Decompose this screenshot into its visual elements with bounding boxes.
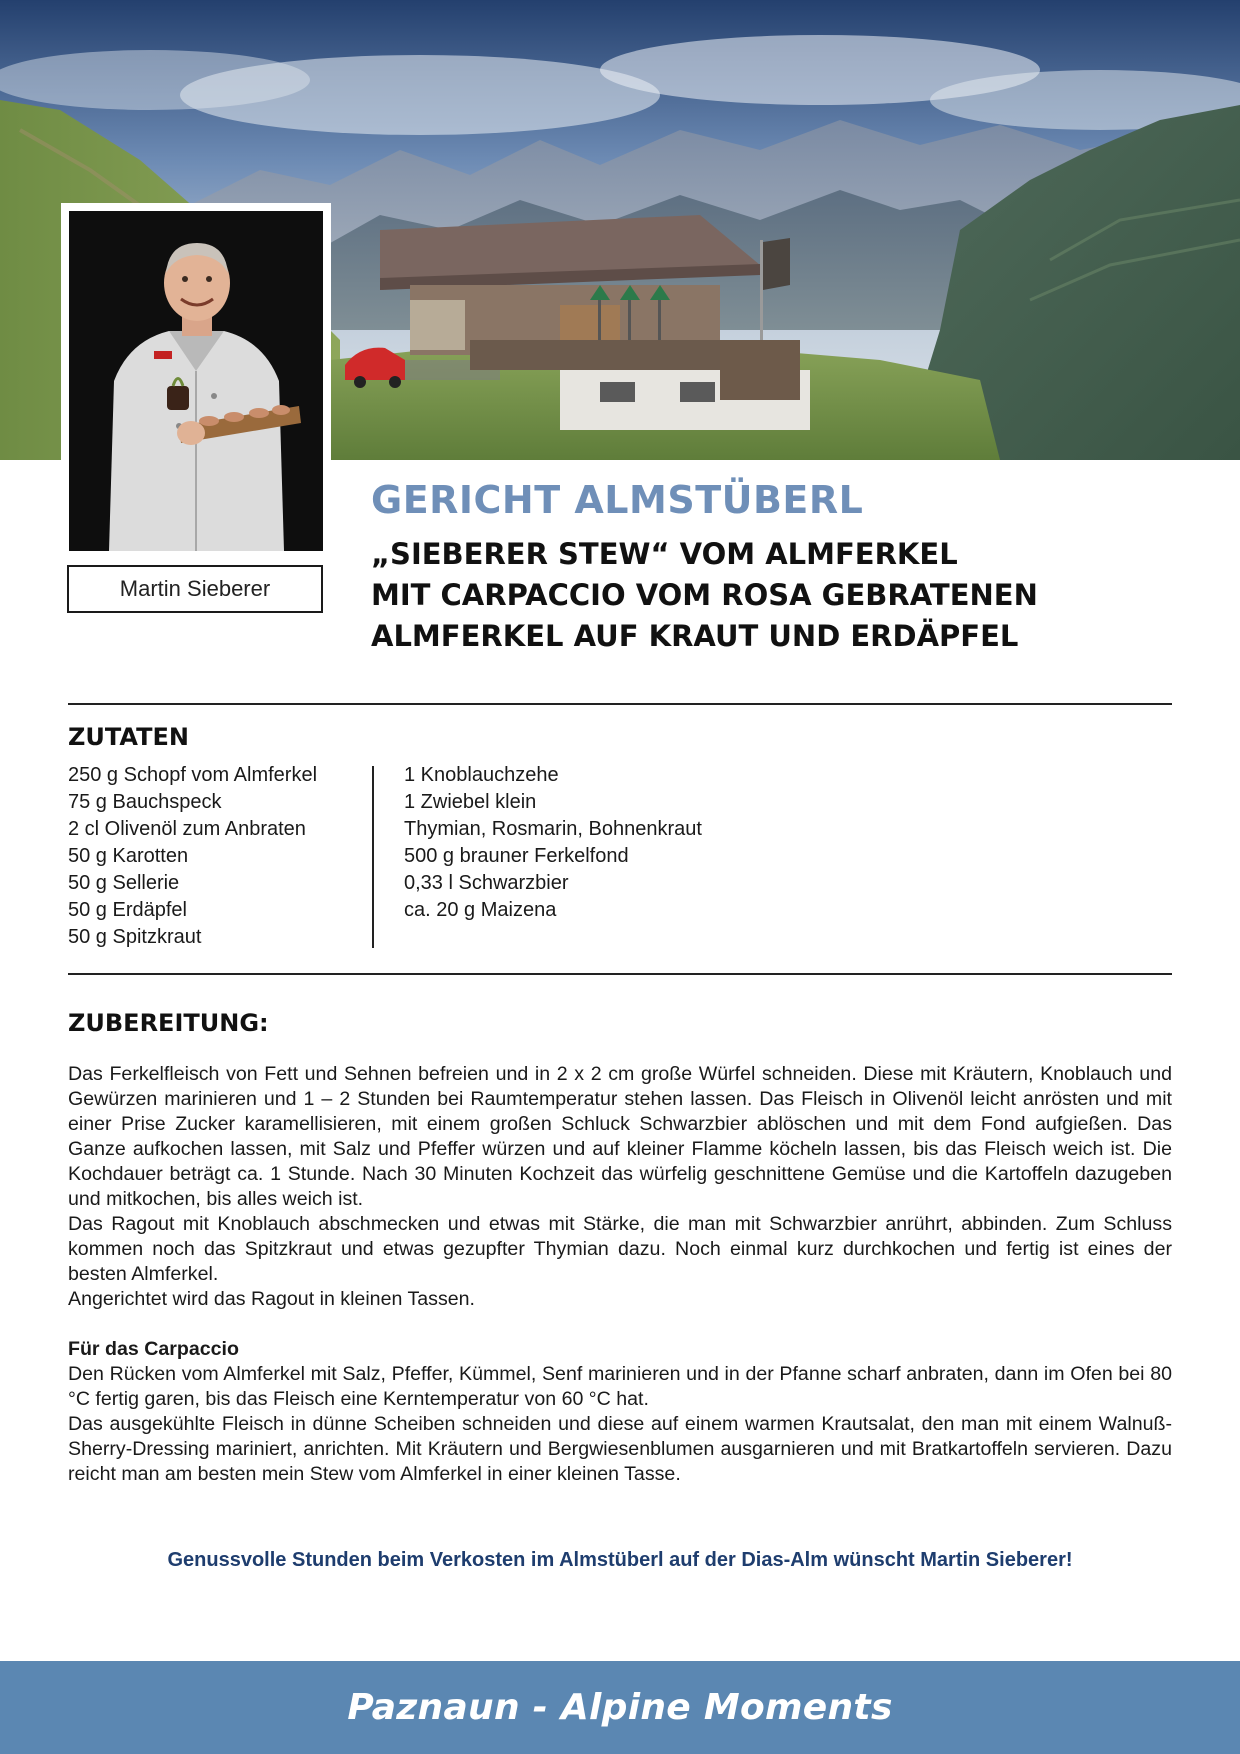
ingredients-column-divider bbox=[372, 766, 374, 948]
preparation-paragraph: Das ausgekühlte Fleisch in dünne Scheiben schneiden und diese auf einem warmen Krautsalat, den man mit einem Walnuß-Sherry-Dressing mariniert, anrichten. Mit Kräutern und Bergwiesenblumen ausgarnieren und mit Bratkartoffeln servieren. Dazu reicht man am besten mein Stew vom Almferkel in einer kleinen Tasse. bbox=[68, 1413, 1172, 1485]
ingredient-item: 1 Zwiebel klein bbox=[404, 791, 537, 813]
ingredient-item: 50 g Spitzkraut bbox=[68, 926, 202, 948]
preparation-paragraph: Das Ragout mit Knoblauch abschmecken und etwas mit Stärke, die man mit Schwarzbier anrührt, abbinden. Zum Schluss kommen noch das Spitzkraut und etwas gezupfter Thymian dazu. Noch einmal kurz durchkochen und fertig ist eines der besten Almferkel. bbox=[68, 1213, 1172, 1285]
ingredient-item: 0,33 l Schwarzbier bbox=[404, 872, 569, 894]
title-block bbox=[371, 478, 1201, 657]
ingredient-item: ca. 20 g Maizena bbox=[404, 899, 557, 921]
ingredients-list-left bbox=[68, 762, 368, 951]
paragraph-spacer bbox=[68, 1312, 1172, 1337]
dish-name-line: „SIEBERER STEW“ VOM ALMFERKEL bbox=[371, 536, 958, 571]
ingredient-item: Thymian, Rosmarin, Bohnenkraut bbox=[404, 818, 702, 840]
dish-category-title: GERICHT ALMSTÜBERL bbox=[371, 478, 864, 522]
dish-name-line: ALMFERKEL AUF KRAUT UND ERDÄPFEL bbox=[371, 618, 1019, 653]
preparation-paragraph: Angerichtet wird das Ragout in kleinen Tassen. bbox=[68, 1288, 475, 1310]
ingredient-item: 50 g Karotten bbox=[68, 845, 189, 867]
chef-name-label: Martin Sieberer bbox=[67, 565, 323, 613]
preparation-paragraph: Den Rücken vom Almferkel mit Salz, Pfeffer, Kümmel, Senf marinieren und in der Pfanne scharf anbraten, dann im Ofen bei 80 °C fertig garen, bis das Fleisch eine Kerntemperatur von 60 °C hat. bbox=[68, 1363, 1172, 1410]
ingredients-list-right bbox=[404, 762, 804, 924]
chef-figure bbox=[69, 211, 323, 551]
ingredient-item: 50 g Sellerie bbox=[68, 872, 180, 894]
ingredient-item: 75 g Bauchspeck bbox=[68, 791, 222, 813]
preparation-text bbox=[68, 1062, 1172, 1487]
ingredient-item: 1 Knoblauchzehe bbox=[404, 764, 559, 786]
carpaccio-heading: Für das Carpaccio bbox=[68, 1338, 239, 1360]
ingredient-item: 500 g brauner Ferkelfond bbox=[404, 845, 629, 867]
dish-name bbox=[371, 534, 1201, 657]
ingredient-item: 50 g Erdäpfel bbox=[68, 899, 187, 921]
portrait-frame bbox=[61, 203, 331, 559]
closing-message: Genussvolle Stunden beim Verkosten im Almstüberl auf der Dias-Alm wünscht Martin Sieberer! bbox=[167, 1549, 1073, 1571]
divider-middle bbox=[68, 973, 1172, 975]
ingredients-heading: ZUTATEN bbox=[68, 723, 189, 751]
preparation-paragraph: Das Ferkelfleisch von Fett und Sehnen befreien und in 2 x 2 cm große Würfel schneiden. Diese mit Kräutern, Knoblauch und Gewürzen marinieren und 1 – 2 Stunden bei Raumtemperatur stehen lassen. Das Fleisch in Olivenöl leicht anrösten und mit einer Prise Zucker karamellisieren, mit einem großen Schluck Schwarzbier ablöschen und mit dem Fond aufgießen. Das Ganze aufkochen lassen, mit Salz und Pfeffer würzen und auf kleiner Flamme köcheln lassen, bis das Fleisch weich ist. Die Kochdauer beträgt ca. 1 Stunde. Nach 30 Minuten Kochzeit das würfelig geschnittene Gemüse und die Kartoffeln dazugeben und mitkochen, bis alles weich ist. bbox=[68, 1063, 1172, 1210]
divider-top bbox=[68, 703, 1172, 705]
dish-name-line: MIT CARPACCIO VOM ROSA GEBRATENEN bbox=[371, 577, 1038, 612]
preparation-heading: ZUBEREITUNG: bbox=[68, 1009, 269, 1037]
footer-banner bbox=[0, 1661, 1240, 1754]
chef-portrait-photo bbox=[69, 211, 323, 551]
ingredient-item: 250 g Schopf vom Almferkel bbox=[68, 764, 318, 786]
footer-slogan: Paznaun - Alpine Moments bbox=[347, 1687, 893, 1728]
ingredient-item: 2 cl Olivenöl zum Anbraten bbox=[68, 818, 306, 840]
